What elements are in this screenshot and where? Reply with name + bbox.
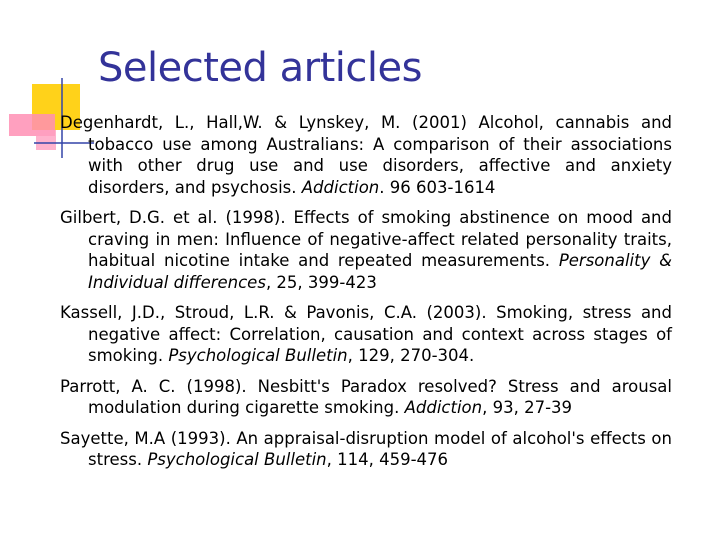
reference-item: [60, 428, 672, 471]
reference-item: [60, 302, 672, 367]
reference-authors: Kassell, J.D., Stroud, L.R. & Pavonis, C.A. (2003).: [60, 303, 487, 322]
reference-authors: Sayette, M.A (1993).: [60, 428, 231, 448]
reference-item: [60, 207, 672, 293]
reference-authors: Degenhardt, L., Hall,W. & Lynskey, M. (2001): [60, 113, 467, 132]
reference-details: , 129, 270-304.: [347, 346, 475, 365]
reference-authors: Parrott, A. C. (1998).: [60, 376, 247, 396]
reference-title: Smoking, stress and negative affect: Correlation, causation and context across stages of smoking.: [88, 303, 672, 365]
reference-details: , 25, 399-423: [265, 272, 377, 292]
reference-title: Effects of smoking abstinence on mood and craving in men: Influence of negative-affect related personality traits, habitual nicotine intake and repeated measurements.: [88, 208, 672, 270]
reference-item: [60, 112, 672, 198]
reference-title: An appraisal-disruption model of alcohol's effects on stress.: [88, 428, 672, 469]
reference-list: [60, 112, 672, 480]
reference-details: . 96 603-1614: [379, 177, 496, 197]
reference-source: Addiction: [404, 398, 483, 417]
reference-title: Alcohol, cannabis and tobacco use among Australians: A comparison of their associations with other drug use and use disorders, affective and anxiety disorders, and psychosis.: [88, 113, 673, 197]
reference-source: Psychological Bulletin: [147, 450, 327, 469]
reference-source-line: [302, 178, 496, 197]
reference-title: Nesbitt's Paradox resolved? Stress and arousal modulation during cigarette smoking.: [88, 376, 672, 417]
slide-title: Selected articles: [98, 45, 422, 91]
reference-item: [60, 376, 672, 419]
reference-source: Psychological Bulletin: [168, 346, 348, 365]
reference-source: Addiction: [301, 177, 380, 197]
reference-source: Personality & Individual differences: [88, 251, 672, 292]
reference-details: , 93, 27-39: [482, 398, 573, 417]
reference-authors: Gilbert, D.G. et al. (1998).: [60, 208, 286, 227]
pink-square-lower: [36, 130, 56, 150]
reference-details: , 114, 459-476: [326, 450, 449, 469]
